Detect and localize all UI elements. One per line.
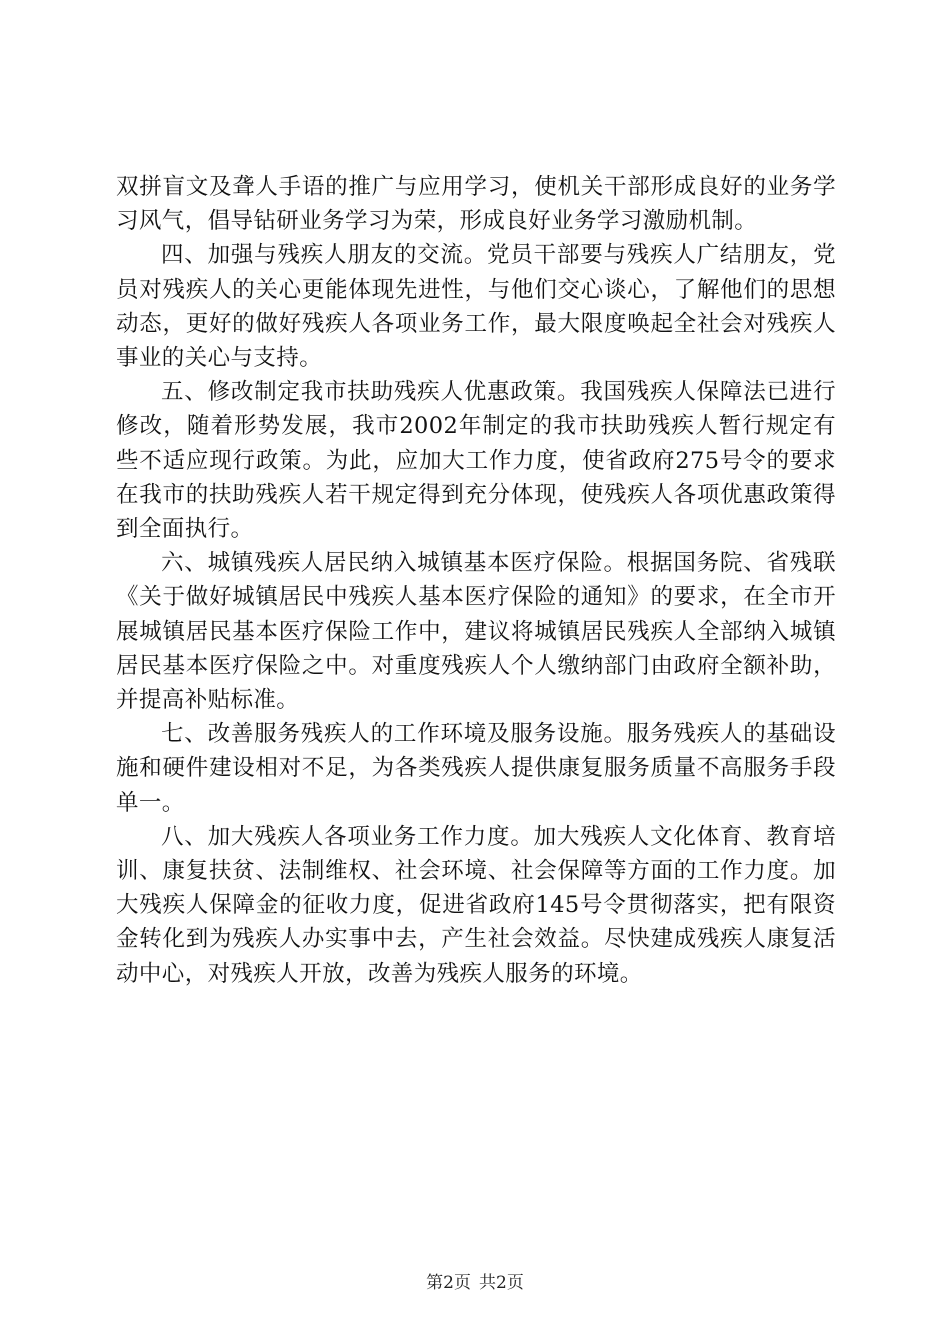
paragraph-item-4: 四、加强与残疾人朋友的交流。党员干部要与残疾人广结朋友，党员对残疾人的关心更能体现先进性，与他们交心谈心，了解他们的思想动态，更好的做好残疾人各项业务工作，最大限度唤起全社会对残疾人事业的关心与支持。	[116, 242, 836, 372]
paragraph-item-7: 七、改善服务残疾人的工作环境及服务设施。服务残疾人的基础设施和硬件建设相对不足，为各类残疾人提供康复服务质量不高服务手段单一。	[116, 721, 836, 816]
paragraph-item-5: 五、修改制定我市扶助残疾人优惠政策。我国残疾人保障法已进行修改，随着形势发展，我市2002年制定的我市扶助残疾人暂行规定有些不适应现行政策。为此，应加大工作力度，使省政府275号令的要求在我市的扶助残疾人若干规定得到充分体现，使残疾人各项优惠政策得到全面执行。	[116, 379, 836, 543]
page-footer	[0, 1272, 950, 1294]
page-number-total: 共2页	[479, 1273, 524, 1293]
page-number-current: 第2页	[426, 1273, 471, 1293]
paragraph-item-8: 八、加大残疾人各项业务工作力度。加大残疾人文化体育、教育培训、康复扶贫、法制维权、社会环境、社会保障等方面的工作力度。加大残疾人保障金的征收力度，促进省政府145号令贯彻落实，把有限资金转化到为残疾人办实事中去，产生社会效益。尽快建成残疾人康复活动中心，对残疾人开放，改善为残疾人服务的环境。	[116, 823, 836, 987]
paragraph-item-6: 六、城镇残疾人居民纳入城镇基本医疗保险。根据国务院、省残联《关于做好城镇居民中残疾人基本医疗保险的通知》的要求，在全市开展城镇居民基本医疗保险工作中，建议将城镇居民残疾人全部纳入城镇居民基本医疗保险之中。对重度残疾人个人缴纳部门由政府全额补助，并提高补贴标准。	[116, 550, 836, 714]
paragraph-continuation: 双拼盲文及聋人手语的推广与应用学习，使机关干部形成良好的业务学习风气，倡导钻研业务学习为荣，形成良好业务学习激励机制。	[116, 174, 836, 235]
document-body	[116, 170, 836, 991]
